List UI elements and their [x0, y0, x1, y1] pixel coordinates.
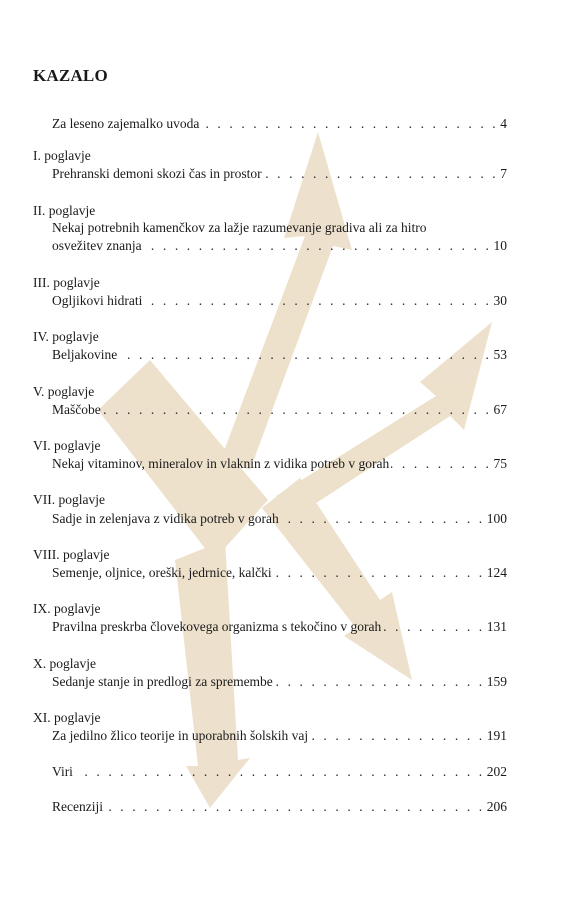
toc-page-number: 53: [493, 347, 507, 362]
toc-page-number: 202: [486, 764, 507, 779]
toc-page-number: 206: [486, 799, 507, 814]
toc-entry-text: Viri: [52, 764, 73, 779]
chapter-heading: X. poglavje: [33, 656, 96, 671]
toc-entry-text: Beljakovine: [52, 347, 118, 362]
toc-entry-chapter-7[interactable]: [52, 511, 507, 527]
toc-entry-text: Prehranski demoni skozi čas in prostor: [52, 166, 262, 181]
toc-entry-chapter-10[interactable]: [52, 674, 507, 690]
dot-leader: [201, 116, 498, 132]
toc-entry-text: Nekaj vitaminov, mineralov in vlaknin z vidika potreb v gorah: [52, 456, 390, 471]
toc-entry-text: Sadje in zelenjava z vidika potreb v gorah: [52, 511, 279, 526]
dot-leader: [275, 674, 485, 690]
dot-leader: [105, 799, 485, 815]
toc-entry-text: Recenziji: [52, 799, 103, 814]
chapter-heading: V. poglavje: [33, 384, 95, 399]
toc-entry-chapter-3[interactable]: [52, 293, 507, 309]
toc-entry-chapter-1[interactable]: [52, 166, 507, 182]
toc-entry-intro[interactable]: [52, 116, 507, 132]
toc-entry-text: Pravilna preskrba človekovega organizma s tekočino v gorah: [52, 619, 382, 634]
toc-entry-text: Sedanje stanje in predlogi za spremembe: [52, 674, 273, 689]
dot-leader: [119, 347, 491, 363]
toc-entry-sources[interactable]: [52, 764, 507, 780]
toc-page-number: 75: [493, 456, 507, 471]
toc-entry-chapter-9[interactable]: [52, 619, 507, 635]
toc-page-number: 124: [486, 565, 507, 580]
chapter-heading: XI. poglavje: [33, 710, 101, 725]
dot-leader: [310, 728, 485, 744]
dot-leader: [281, 511, 485, 527]
toc-entry-chapter-2[interactable]: [52, 238, 507, 254]
toc-page-number: 159: [486, 674, 507, 689]
toc-entry-chapter-11[interactable]: [52, 728, 507, 744]
toc-entry-text: Za jedilno žlico teorije in uporabnih šolskih vaj: [52, 728, 309, 743]
chapter-heading: VII. poglavje: [33, 492, 105, 507]
toc-page-number: 10: [493, 238, 507, 253]
toc-entry-chapter-8[interactable]: [52, 565, 507, 581]
toc-entry-chapter-4[interactable]: [52, 347, 507, 363]
dot-leader: [75, 764, 485, 780]
toc-entry-text-line1: Nekaj potrebnih kamenčkov za lažje razumevanje gradiva ali za hitro: [52, 220, 427, 235]
toc-entry-text: Maščobe: [52, 402, 101, 417]
toc-entry-reviews[interactable]: [52, 799, 507, 815]
toc-page-number: 191: [486, 728, 507, 743]
dot-leader: [144, 293, 491, 309]
chapter-heading: VIII. poglavje: [33, 547, 110, 562]
toc-entry-text: osvežitev znanja: [52, 238, 142, 253]
dot-leader: [274, 565, 485, 581]
toc-entry-chapter-5[interactable]: [52, 402, 507, 418]
chapter-heading: III. poglavje: [33, 275, 100, 290]
toc-page-number: 67: [493, 402, 507, 417]
toc-entry-text: Semenje, oljnice, oreški, jedrnice, kalčki: [52, 565, 272, 580]
chapter-heading: VI. poglavje: [33, 438, 101, 453]
dot-leader: [144, 238, 492, 254]
dot-leader: [391, 456, 491, 472]
toc-page-number: 4: [500, 116, 507, 131]
toc-page-number: 100: [486, 511, 507, 526]
chapter-heading: II. poglavje: [33, 203, 96, 218]
dot-leader: [383, 619, 484, 635]
toc-entry-text: Ogljikovi hidrati: [52, 293, 143, 308]
chapter-heading: IX. poglavje: [33, 601, 101, 616]
toc-page-number: 7: [500, 166, 507, 181]
toc-page-number: 30: [493, 293, 507, 308]
page-title: KAZALO: [33, 66, 108, 85]
toc-entry-text: Za leseno zajemalko uvoda: [52, 116, 200, 131]
dot-leader: [103, 402, 492, 418]
chapter-heading: IV. poglavje: [33, 329, 99, 344]
toc-page-number: 131: [486, 619, 507, 634]
dot-leader: [264, 166, 499, 182]
chapter-heading: I. poglavje: [33, 148, 91, 163]
toc-entry-chapter-6[interactable]: [52, 456, 507, 472]
